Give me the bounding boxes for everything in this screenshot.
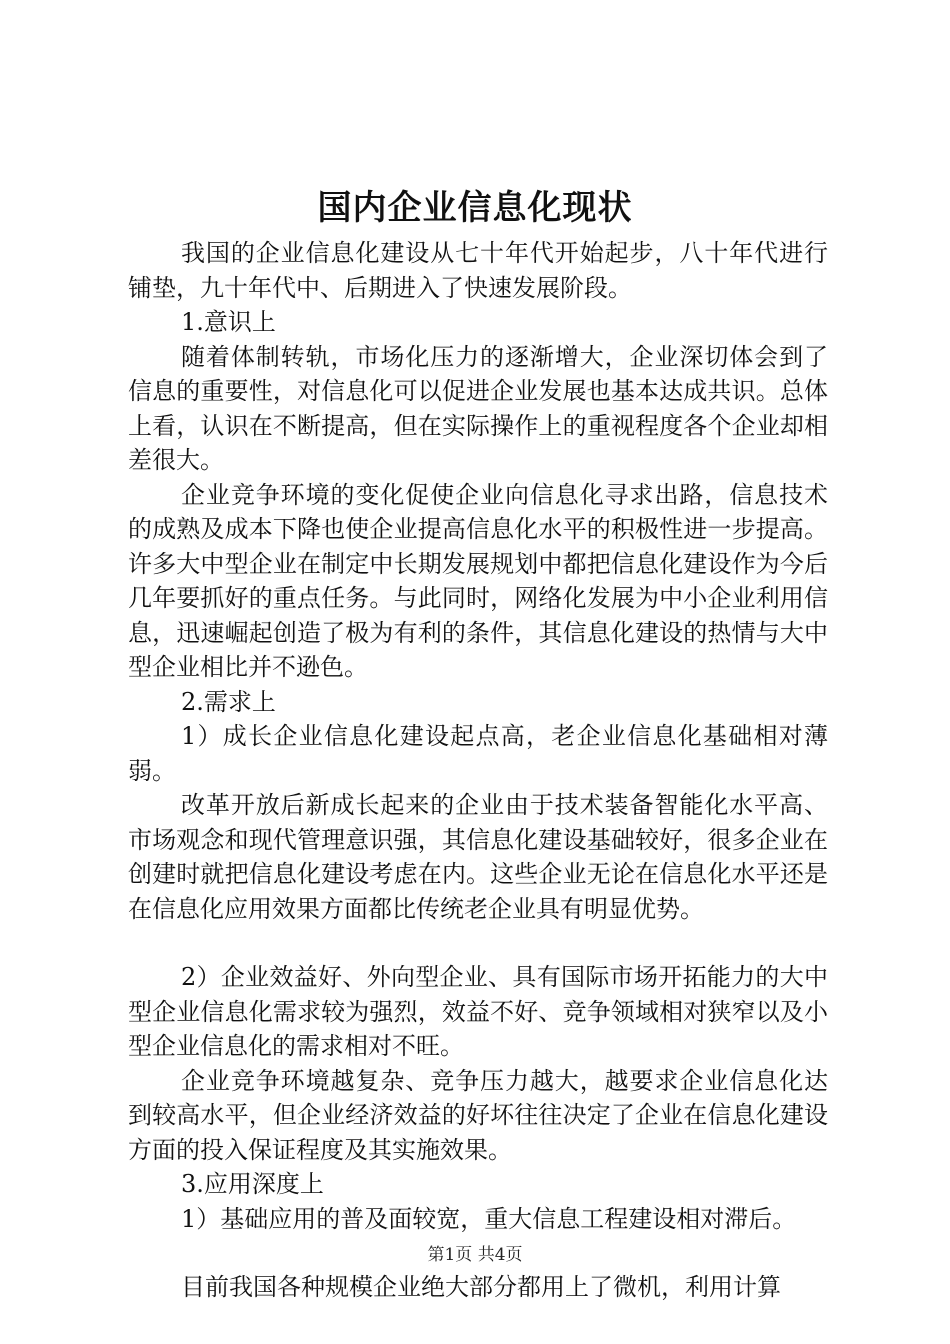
document-title: 国内企业信息化现状 bbox=[317, 188, 633, 228]
paragraph-intro: 我国的企业信息化建设从七十年代开始起步，八十年代进行铺垫，九十年代中、后期进入了快速发展阶段。 bbox=[128, 239, 828, 302]
section-heading-application-depth: 3.应用深度上 bbox=[181, 1170, 324, 1198]
paragraph-demand-detail-2: 企业竞争环境越复杂、竞争压力越大，越要求企业信息化达到较高水平，但企业经济效益的好坏往往决定了企业在信息化建设方面的投入保证程度及其实施效果。 bbox=[128, 1066, 828, 1164]
paragraph-demand-point-2: 2）企业效益好、外向型企业、具有国际市场开拓能力的大中型企业信息化需求较为强烈，效益不好、竞争领域相对狭窄以及小型企业信息化的需求相对不旺。 bbox=[128, 963, 828, 1060]
section-heading-awareness: 1.意识上 bbox=[181, 308, 276, 336]
paragraph-demand-point-1: 1）成长企业信息化建设起点高，老企业信息化基础相对薄弱。 bbox=[128, 722, 828, 785]
paragraph-awareness-1: 随着体制转轨，市场化压力的逐渐增大，企业深切体会到了信息的重要性，对信息化可以促进企业发展也基本达成共识。总体上看，认识在不断提高，但在实际操作上的重视程度各个企业却相差很大。 bbox=[128, 342, 828, 474]
document-body bbox=[128, 236, 828, 1305]
paragraph-application-detail-1: 目前我国各种规模企业绝大部分都用上了微机，利用计算 bbox=[181, 1273, 781, 1301]
paragraph-awareness-2: 企业竞争环境的变化促使企业向信息化寻求出路，信息技术的成熟及成本下降也使企业提高信息化水平的积极性进一步提高。许多大中型企业在制定中长期发展规划中都把信息化建设作为今后几年要抓好的重点任务。与此同时，网络化发展为中小企业利用信息，迅速崛起创造了极为有利的条件，其信息化建设的热情与大中型企业相比并不逊色。 bbox=[128, 480, 828, 681]
paragraph-application-point-1: 1）基础应用的普及面较宽，重大信息工程建设相对滞后。 bbox=[181, 1204, 797, 1233]
paragraph-demand-detail-1: 改革开放后新成长起来的企业由于技术装备智能化水平高、市场观念和现代管理意识强，其信息化建设基础较好，很多企业在创建时就把信息化建设考虑在内。这些企业无论在信息化水平还是在信息化应用效果方面都比传统老企业具有明显优势。 bbox=[128, 791, 828, 923]
page-number-footer: 第1页 共4页 bbox=[427, 1245, 523, 1265]
section-heading-demand: 2.需求上 bbox=[181, 687, 276, 716]
